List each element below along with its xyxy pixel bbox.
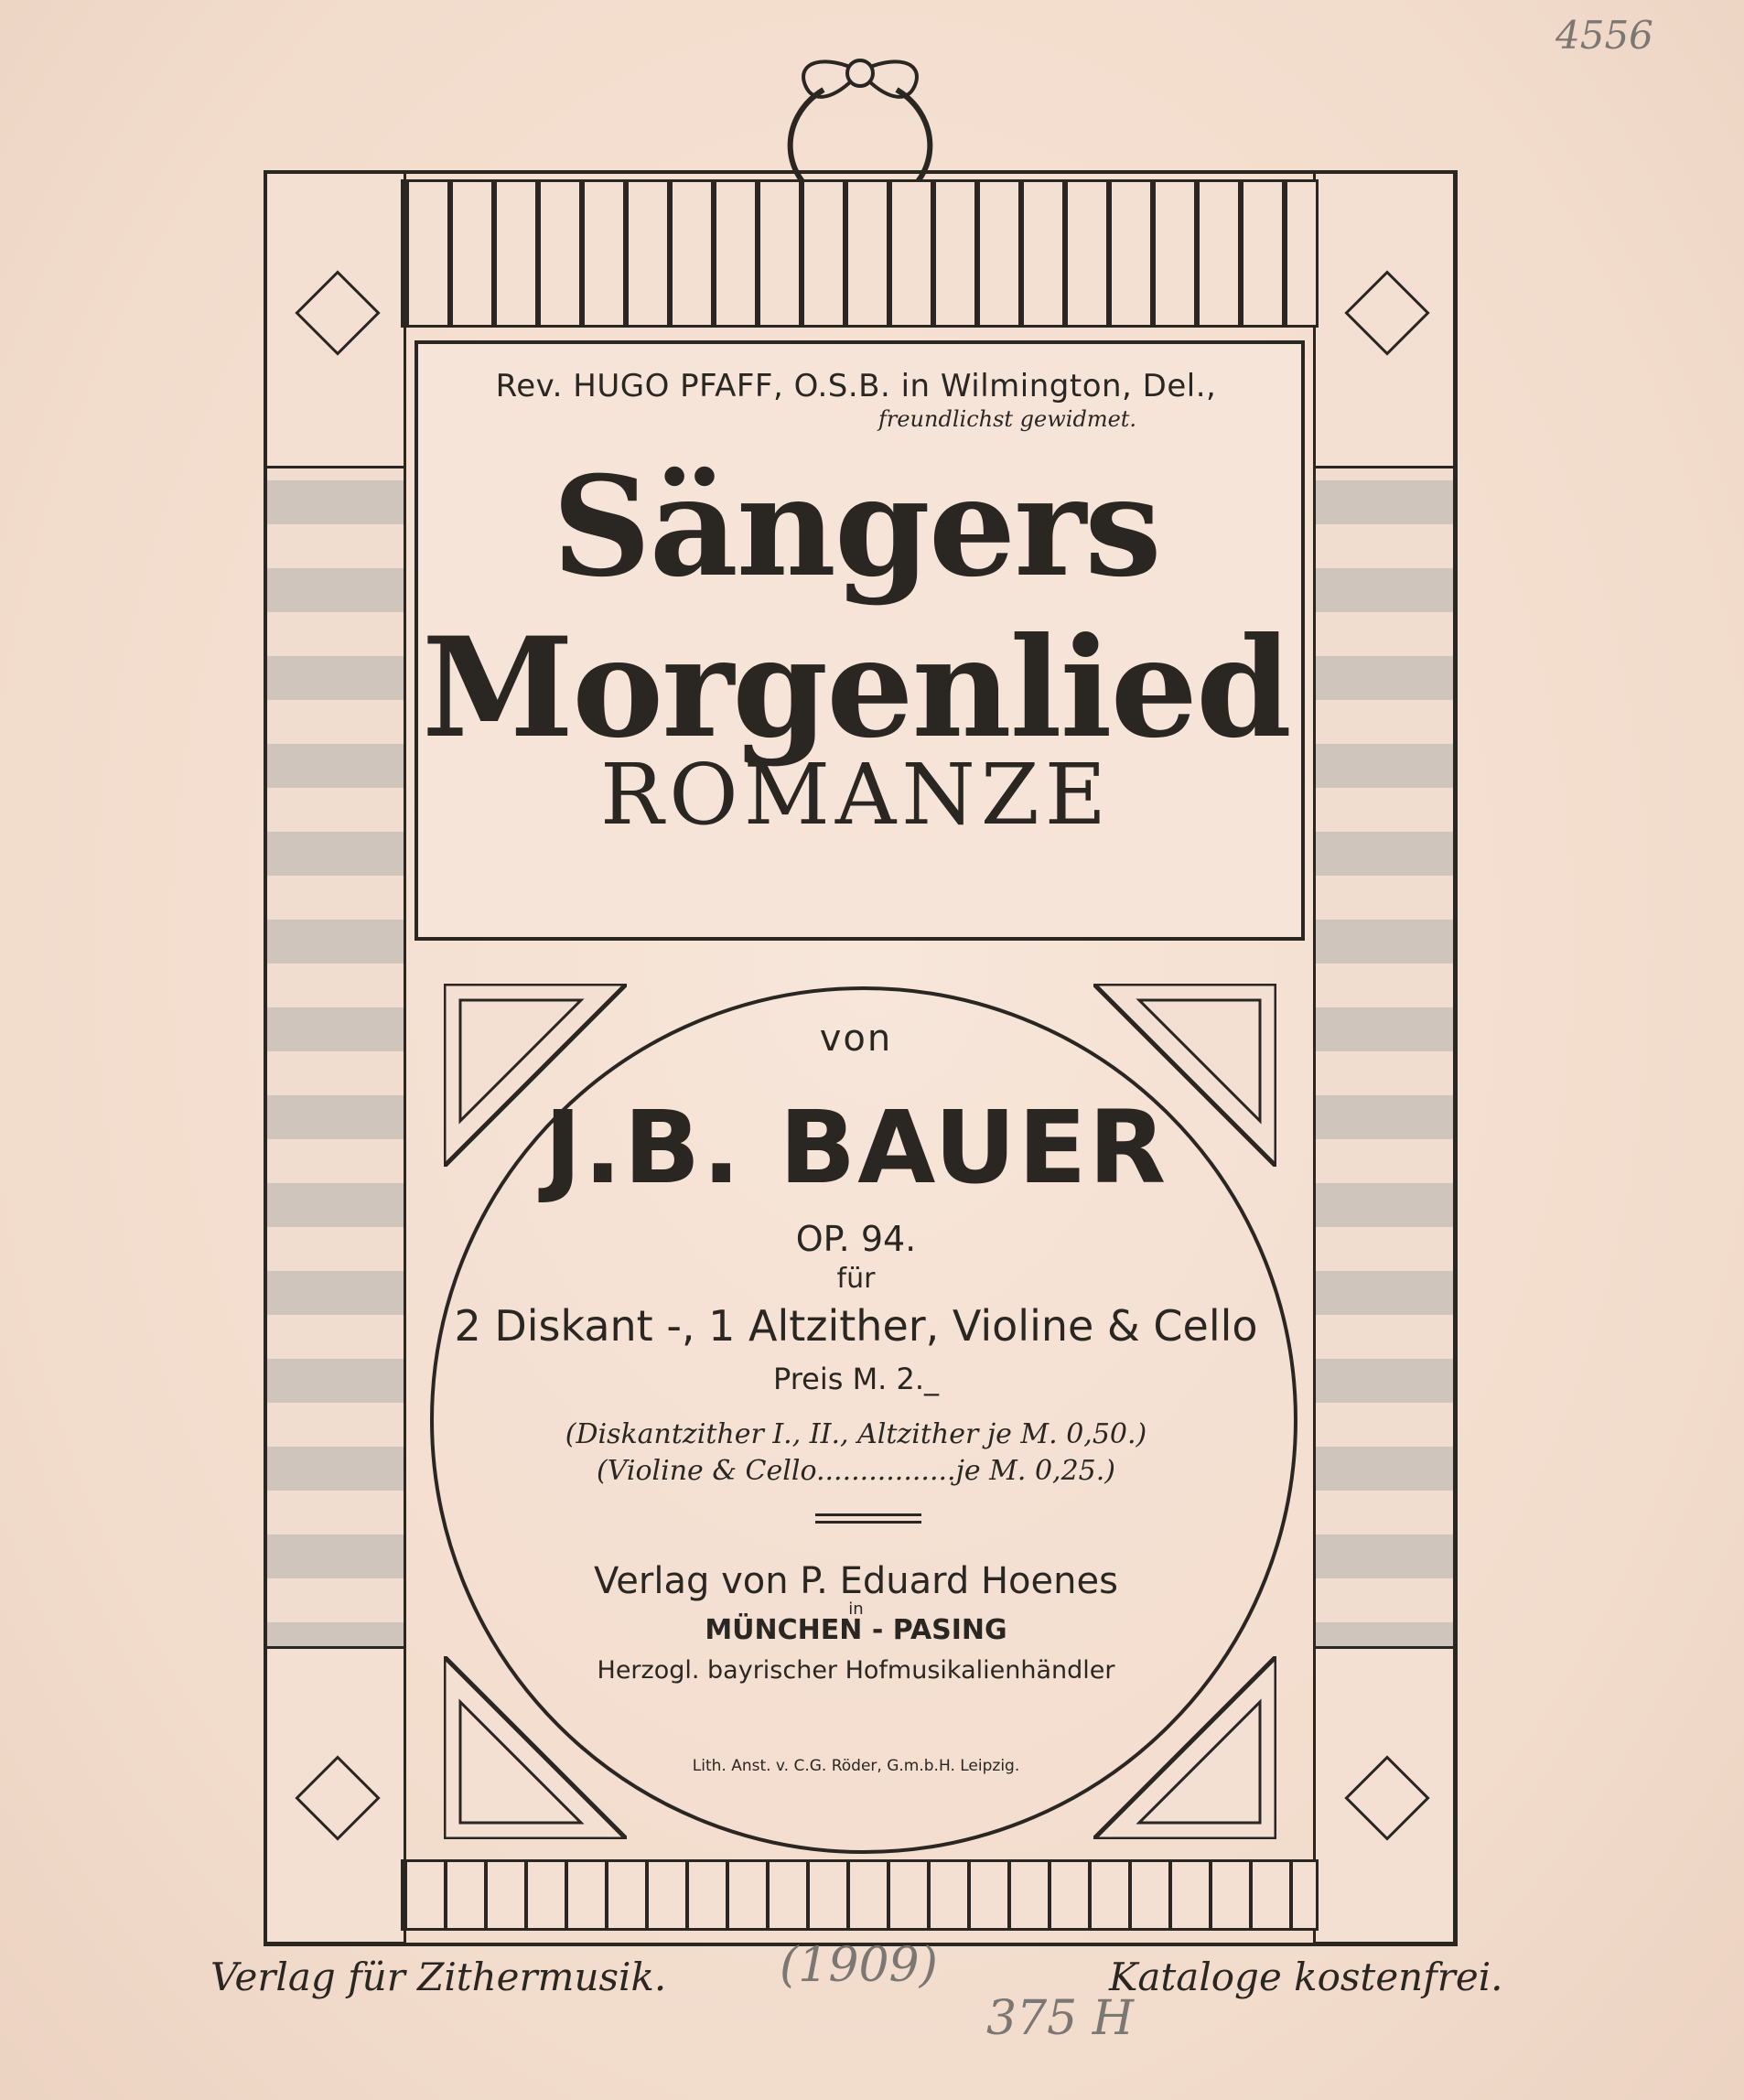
work-subtitle: ROMANZE [600, 746, 1112, 844]
dedication-note: freundlichst gewidmet. [878, 406, 1137, 432]
publisher-city: MÜNCHEN - PASING [705, 1614, 1007, 1646]
handwritten-year: (1909) [780, 1938, 938, 1993]
divider-rule [815, 1521, 921, 1524]
handwritten-shelfmark: 375 H [986, 1991, 1135, 2046]
opus-number: OP. 94. [795, 1219, 917, 1259]
divider-rule [815, 1513, 921, 1516]
publisher-name: Verlag von P. Eduard Hoenes [594, 1560, 1118, 1602]
printer-credit: Lith. Anst. v. C.G. Röder, G.m.b.H. Leipzig. [692, 1757, 1020, 1775]
footer-right: Kataloge kostenfrei. [1109, 1955, 1503, 1999]
handwritten-catalog-number: 4556 [1556, 13, 1653, 58]
price: Preis M. 2._ [772, 1362, 940, 1396]
for-label: für [836, 1263, 876, 1295]
parts-price-zither: (Diskantzither I., II., Altzither je M. 0,50.) [565, 1418, 1147, 1450]
by-label: von [819, 1018, 893, 1060]
work-title: Sängers Morgenlied [422, 447, 1290, 769]
footer-left: Verlag für Zithermusik. [210, 1955, 667, 1999]
composer-name: J.B. BAUER [544, 1089, 1168, 1206]
dedication-line: Rev. HUGO PFAFF, O.S.B. in Wilmington, Del., [495, 368, 1217, 404]
publisher-in: in [848, 1599, 864, 1619]
instrumentation: 2 Diskant -, 1 Altzither, Violine & Cello [454, 1301, 1258, 1351]
parts-prices [414, 1416, 1297, 1490]
publisher-title: Herzogl. bayrischer Hofmusikalienhändler [597, 1656, 1115, 1685]
parts-price-strings: (Violine & Cello................je M. 0,25.) [597, 1455, 1115, 1487]
